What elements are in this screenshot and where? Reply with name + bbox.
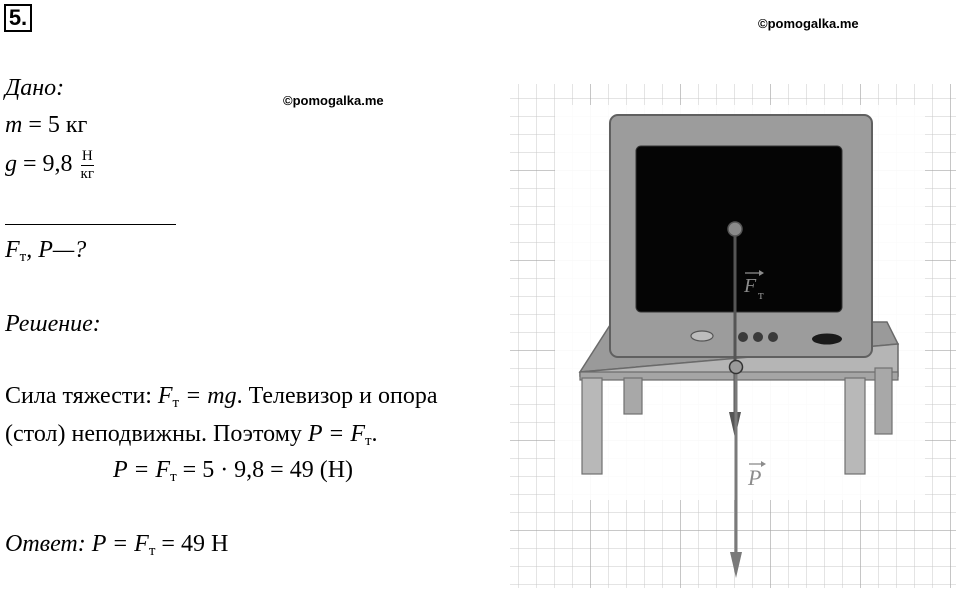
solution-calculation (113, 456, 353, 484)
mass-value: = 5 кг (28, 112, 88, 138)
answer-formula-b: = 49 Н (155, 531, 229, 557)
find-line (5, 236, 86, 264)
given-divider (5, 224, 176, 225)
tv-on-table-figure (500, 80, 960, 590)
answer-line (5, 530, 228, 558)
answer-sub: т (148, 543, 156, 559)
gravity-force-label-text: F (744, 275, 757, 297)
solution-line-2-prefix: (стол) неподвижны. Поэтому (5, 421, 308, 447)
solution-line-1-prefix: Сила тяжести: (5, 383, 158, 409)
gravity-value: = 9,8 (23, 151, 73, 178)
solution-line-2-sub: т (364, 433, 372, 449)
calc-sub: т (170, 469, 177, 485)
find-force-symbol: F (5, 237, 20, 263)
problem-number: 5. (4, 4, 32, 32)
calc-formula-a: P = F (113, 457, 171, 483)
find-rest: , P—? (26, 237, 87, 263)
given-gravity (5, 148, 94, 183)
watermark-mid: ©pomogalka.me (283, 93, 384, 108)
gravity-unit-denominator: кг (80, 166, 94, 182)
solution-line-2-end: . (371, 421, 378, 447)
gravity-symbol: g (5, 151, 17, 178)
gravity-unit-fraction (81, 148, 94, 183)
calc-formula-b: = 5 · 9,8 = 49 (Н) (176, 457, 354, 483)
solution-line-2 (5, 420, 378, 448)
solution-line-1-f: F (157, 383, 173, 409)
gravity-force-label-sub: т (758, 287, 764, 302)
solution-line-1-sub: т (172, 395, 180, 411)
answer-label: Ответ: (5, 531, 86, 557)
solution-line-2-formula: P = F (307, 421, 365, 447)
weight-label-text: P (748, 465, 762, 490)
mass-symbol: m (5, 112, 23, 138)
solution-line-1-formula: = mg (179, 383, 237, 409)
gravity-unit-numerator: Н (81, 148, 93, 164)
watermark-top: ©pomogalka.me (758, 16, 859, 31)
solution-line-1-suffix: . Телевизор и опора (236, 383, 438, 409)
given-mass (5, 111, 87, 139)
solution-heading: Решение: (5, 311, 101, 337)
television (610, 115, 872, 357)
find-force-sub: т (19, 249, 27, 265)
solution-line-1 (5, 382, 438, 410)
given-heading: Дано: (5, 75, 65, 101)
answer-formula-a: P = F (85, 531, 149, 557)
